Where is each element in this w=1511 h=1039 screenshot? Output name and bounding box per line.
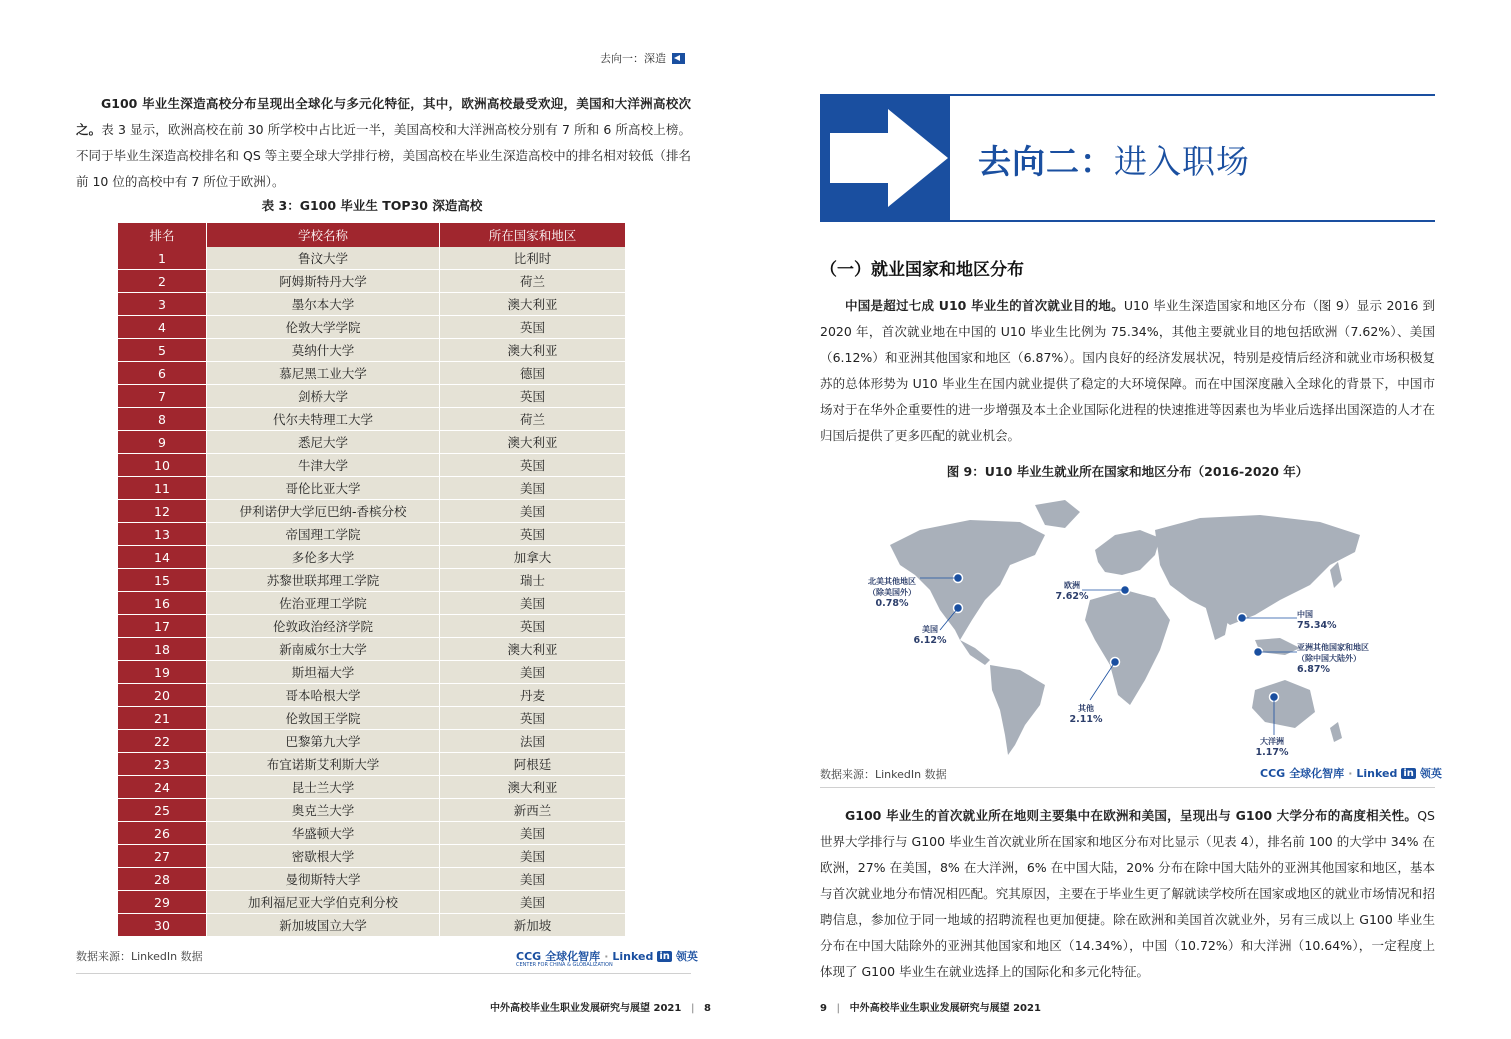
table-header-row <box>118 223 626 247</box>
table-row <box>118 454 626 477</box>
intro-paragraph <box>76 91 691 195</box>
school-cell: 悉尼大学 <box>207 431 440 454</box>
linkedin-icon: in <box>1403 767 1414 779</box>
school-cell: 代尔夫特理工大学 <box>207 408 440 431</box>
table-row <box>118 845 626 868</box>
school-cell: 莫纳什大学 <box>207 339 440 362</box>
school-cell: 巴黎第九大学 <box>207 730 440 753</box>
map-label-value: 1.17% <box>1255 747 1289 758</box>
school-cell: 伦敦政治经济学院 <box>207 615 440 638</box>
map-label-north-america-other <box>862 576 922 609</box>
school-cell: 佐治亚理工学院 <box>207 592 440 615</box>
map-label-oceania <box>1252 736 1292 758</box>
country-cell: 英国 <box>440 707 626 730</box>
country-cell: 比利时 <box>440 247 626 270</box>
country-cell: 美国 <box>440 477 626 500</box>
intro-rest: 表 3 显示，欧洲高校在前 30 所学校中占比近一半，美国高校和大洋洲高校分别有 7 所和 6 所高校上榜。不同于毕业生深造高校排名和 QS 等主要全球大学排行榜，美国高校在毕业生深造高校中的排名相对较低（排名前 10 位的高校中有 7 所位于欧洲）。 <box>76 122 691 189</box>
country-cell: 新西兰 <box>440 799 626 822</box>
rank-cell: 22 <box>118 730 207 753</box>
country-cell: 荷兰 <box>440 408 626 431</box>
rank-cell: 6 <box>118 362 207 385</box>
map-label-asia-other <box>1297 642 1387 675</box>
country-cell: 澳大利亚 <box>440 293 626 316</box>
table-row <box>118 339 626 362</box>
map-label-name: 欧洲 <box>1064 581 1080 590</box>
country-cell: 阿根廷 <box>440 753 626 776</box>
linkedin-logo: Linked <box>1356 766 1398 780</box>
table-row <box>118 638 626 661</box>
country-cell: 英国 <box>440 316 626 339</box>
table-row <box>118 431 626 454</box>
rank-cell: 1 <box>118 247 207 270</box>
map-label-name: 美国 <box>922 625 938 634</box>
rank-cell: 18 <box>118 638 207 661</box>
country-cell: 英国 <box>440 615 626 638</box>
rank-cell: 27 <box>118 845 207 868</box>
para1-bold: 中国是超过七成 U10 毕业生的首次就业目的地。 <box>845 298 1124 313</box>
running-head <box>600 50 685 66</box>
table-row <box>118 684 626 707</box>
school-cell: 华盛顿大学 <box>207 822 440 845</box>
table-row <box>118 868 626 891</box>
table-row <box>118 477 626 500</box>
rank-cell: 8 <box>118 408 207 431</box>
map-label-value: 0.78% <box>875 598 909 609</box>
rank-cell: 12 <box>118 500 207 523</box>
rank-cell: 3 <box>118 293 207 316</box>
left-page-number: 8 <box>703 1003 711 1014</box>
rank-cell: 4 <box>118 316 207 339</box>
table-row <box>118 500 626 523</box>
country-cell: 美国 <box>440 500 626 523</box>
rank-cell: 7 <box>118 385 207 408</box>
country-cell: 澳大利亚 <box>440 776 626 799</box>
school-cell: 布宜诺斯艾利斯大学 <box>207 753 440 776</box>
school-cell: 哥本哈根大学 <box>207 684 440 707</box>
rank-cell: 30 <box>118 914 207 937</box>
back-arrow-icon <box>672 53 685 64</box>
rank-cell: 19 <box>118 661 207 684</box>
para2-rest: QS 世界大学排行与 G100 毕业生首次就业所在国家和地区分布对比显示（见表 4），排名前 100 的大学中 34% 在欧洲，27% 在美国，8% 在大洋洲，6% 在中国大陆，20% 分布在除中国大陆外的亚洲其他国家和地区，基本与首次就业地分布情况相匹配。究其原因，主要在于毕业生更了解就读学校所在国家或地区的就业市场情况和招聘信息，参加位于同一地域的招聘流程也更加便捷。除在欧洲和美国首次就业外，另有三成以上 G100 毕业生分布在中国大陆除外的亚洲其他国家和地区（14.34%），中国（10.72%）和大洋洲（10.64%），一定程度上体现了 G100 毕业生在就业选择上的国际化和多元化特征。 <box>820 808 1435 979</box>
country-cell: 瑞士 <box>440 569 626 592</box>
school-cell: 墨尔本大学 <box>207 293 440 316</box>
rank-cell: 28 <box>118 868 207 891</box>
country-cell: 荷兰 <box>440 270 626 293</box>
school-cell: 昆士兰大学 <box>207 776 440 799</box>
para1-rest: U10 毕业生深造国家和地区分布（图 9）显示 2016 到 2020 年，首次就业地在中国的 U10 毕业生比例为 75.34%，其他主要就业目的地包括欧洲（7.62%）、美国（6.12%）和亚洲其他国家和地区（6.87%）。国内良好的经济发展状况，特别是疫情后经济和就业市场积极复苏的总体形势为 U10 毕业生在国内就业提供了稳定的大环境保障。而在中国深度融入全球化的背景下，中国市场对于在华外企重要性的进一步增强及本土企业国际化进程的快速推进等因素也为毕业后选择出国深造的人才在归国后提供了更多匹配的就业机会。 <box>820 298 1436 443</box>
table-row <box>118 247 626 270</box>
map-label-name: 其他 <box>1078 704 1094 713</box>
school-cell: 新加坡国立大学 <box>207 914 440 937</box>
school-cell: 新南威尔士大学 <box>207 638 440 661</box>
left-footer-title: 中外高校毕业生职业发展研究与展望 2021 <box>490 1003 682 1014</box>
linkedin-logo: Linked <box>612 949 654 963</box>
rank-cell: 10 <box>118 454 207 477</box>
running-head-text: 去向一：深造 <box>600 52 666 65</box>
rank-cell: 25 <box>118 799 207 822</box>
banner-title-bold: 去向二： <box>978 142 1114 181</box>
country-cell: 德国 <box>440 362 626 385</box>
banner-title-rest: 进入职场 <box>1114 142 1250 181</box>
map-label-europe <box>1052 580 1092 602</box>
table-row <box>118 569 626 592</box>
table-row <box>118 914 626 937</box>
rank-cell: 13 <box>118 523 207 546</box>
country-cell: 丹麦 <box>440 684 626 707</box>
school-cell: 鲁汶大学 <box>207 247 440 270</box>
school-cell: 伊利诺伊大学厄巴纳-香槟分校 <box>207 500 440 523</box>
right-page-number: 9 <box>820 1003 827 1014</box>
rank-cell: 15 <box>118 569 207 592</box>
country-cell: 美国 <box>440 661 626 684</box>
table-row <box>118 707 626 730</box>
rank-cell: 2 <box>118 270 207 293</box>
school-cell: 哥伦比亚大学 <box>207 477 440 500</box>
left-logos: CCG 全球化智库 · Linked in 领英 <box>516 949 698 963</box>
rank-cell: 16 <box>118 592 207 615</box>
school-cell: 苏黎世联邦理工学院 <box>207 569 440 592</box>
rank-cell: 5 <box>118 339 207 362</box>
left-footer: 中外高校毕业生职业发展研究与展望 2021 | 8 <box>490 1003 711 1014</box>
right-figure-line <box>820 787 1435 788</box>
ranking-table <box>118 223 626 937</box>
school-cell: 斯坦福大学 <box>207 661 440 684</box>
map-label-name: 北美其他地区 （除美国外） <box>868 577 916 597</box>
country-cell: 英国 <box>440 523 626 546</box>
country-cell: 澳大利亚 <box>440 431 626 454</box>
table-row <box>118 408 626 431</box>
header-country: 所在国家和地区 <box>440 223 626 247</box>
rank-cell: 17 <box>118 615 207 638</box>
banner-arrow-box <box>820 95 950 221</box>
table-row <box>118 362 626 385</box>
banner-rule-bottom <box>820 220 1435 222</box>
ccg-logo-cn: 全球化智库 <box>1289 767 1345 780</box>
table-row <box>118 776 626 799</box>
right-footer-title: 中外高校毕业生职业发展研究与展望 2021 <box>849 1003 1041 1014</box>
school-cell: 帝国理工学院 <box>207 523 440 546</box>
table-row <box>118 592 626 615</box>
school-cell: 奥克兰大学 <box>207 799 440 822</box>
map-label-value: 2.11% <box>1069 714 1103 725</box>
rank-cell: 20 <box>118 684 207 707</box>
country-cell: 澳大利亚 <box>440 638 626 661</box>
ccg-logo-cn: 全球化智库 <box>545 950 601 963</box>
table-row <box>118 799 626 822</box>
rank-cell: 11 <box>118 477 207 500</box>
country-cell: 法国 <box>440 730 626 753</box>
table-row <box>118 523 626 546</box>
school-cell: 慕尼黑工业大学 <box>207 362 440 385</box>
country-cell: 美国 <box>440 822 626 845</box>
table-row <box>118 615 626 638</box>
linkedin-logo-cn: 领英 <box>1419 767 1442 780</box>
school-cell: 伦敦国王学院 <box>207 707 440 730</box>
country-cell: 新加坡 <box>440 914 626 937</box>
left-footer-line <box>76 973 691 974</box>
header-school: 学校名称 <box>207 223 440 247</box>
rank-cell: 23 <box>118 753 207 776</box>
map-label-name: 中国 <box>1297 610 1313 619</box>
rank-cell: 29 <box>118 891 207 914</box>
table-row <box>118 891 626 914</box>
section-heading: （一）就业国家和地区分布 <box>820 260 1024 280</box>
table-row <box>118 730 626 753</box>
country-cell: 英国 <box>440 454 626 477</box>
map-label-name: 亚洲其他国家和地区 （除中国大陆外） <box>1297 643 1369 663</box>
map-label-usa <box>910 624 950 646</box>
table-row <box>118 822 626 845</box>
school-cell: 阿姆斯特丹大学 <box>207 270 440 293</box>
linkedin-logo-cn: 领英 <box>675 950 698 963</box>
map-label-name: 大洋洲 <box>1260 737 1284 746</box>
country-cell: 加拿大 <box>440 546 626 569</box>
employment-paragraph <box>820 293 1435 449</box>
school-cell: 牛津大学 <box>207 454 440 477</box>
rank-cell: 9 <box>118 431 207 454</box>
banner-title <box>978 136 1250 183</box>
table-caption: 表 3：G100 毕业生 TOP30 深造高校 <box>261 198 483 213</box>
ccg-logo: CCG <box>516 949 542 963</box>
table-row <box>118 546 626 569</box>
intro-bold: G100 毕业生深造高校分布呈现出全球化与多元化特征，其中，欧洲高校最受欢迎，美国和大洋洲高校次之。 <box>76 96 691 137</box>
map-label-other <box>1066 703 1106 725</box>
ccg-logo-en: CENTER FOR CHINA & GLOBALIZATION <box>516 962 613 968</box>
para2-bold: G100 毕业生的首次就业所在地则主要集中在欧洲和美国，呈现出与 G100 大学分布的高度相关性。 <box>845 808 1418 823</box>
map-label-value: 6.12% <box>913 635 947 646</box>
rank-cell: 24 <box>118 776 207 799</box>
country-cell: 美国 <box>440 845 626 868</box>
school-cell: 剑桥大学 <box>207 385 440 408</box>
rank-cell: 14 <box>118 546 207 569</box>
right-source: 数据来源：LinkedIn 数据 <box>820 768 947 781</box>
school-cell: 曼彻斯特大学 <box>207 868 440 891</box>
country-cell: 美国 <box>440 592 626 615</box>
table-row <box>118 316 626 339</box>
header-rank: 排名 <box>118 223 207 247</box>
right-footer: 9 | 中外高校毕业生职业发展研究与展望 2021 <box>820 1003 1041 1014</box>
school-cell: 伦敦大学学院 <box>207 316 440 339</box>
map-label-value: 6.87% <box>1297 664 1330 675</box>
country-cell: 美国 <box>440 868 626 891</box>
country-cell: 英国 <box>440 385 626 408</box>
left-source: 数据来源：LinkedIn 数据 <box>76 950 203 963</box>
rank-cell: 21 <box>118 707 207 730</box>
rank-cell: 26 <box>118 822 207 845</box>
linkedin-icon: in <box>659 950 670 962</box>
ccg-logo: CCG <box>1260 766 1286 780</box>
map-label-china <box>1297 609 1341 631</box>
map-label-value: 7.62% <box>1055 591 1089 602</box>
map-label-value: 75.34% <box>1297 620 1337 631</box>
school-cell: 密歇根大学 <box>207 845 440 868</box>
right-arrow-icon <box>820 95 950 221</box>
school-cell: 加利福尼亚大学伯克利分校 <box>207 891 440 914</box>
figure-caption: 图 9：U10 毕业生就业所在国家和地区分布（2016-2020 年） <box>946 464 1309 479</box>
country-cell: 美国 <box>440 891 626 914</box>
table-row <box>118 661 626 684</box>
table-row <box>118 293 626 316</box>
right-logos: CCG 全球化智库 · Linked in 领英 <box>1260 766 1442 780</box>
table-row <box>118 270 626 293</box>
school-cell: 多伦多大学 <box>207 546 440 569</box>
table-row <box>118 753 626 776</box>
table-row <box>118 385 626 408</box>
g100-employment-paragraph <box>820 803 1435 985</box>
country-cell: 澳大利亚 <box>440 339 626 362</box>
